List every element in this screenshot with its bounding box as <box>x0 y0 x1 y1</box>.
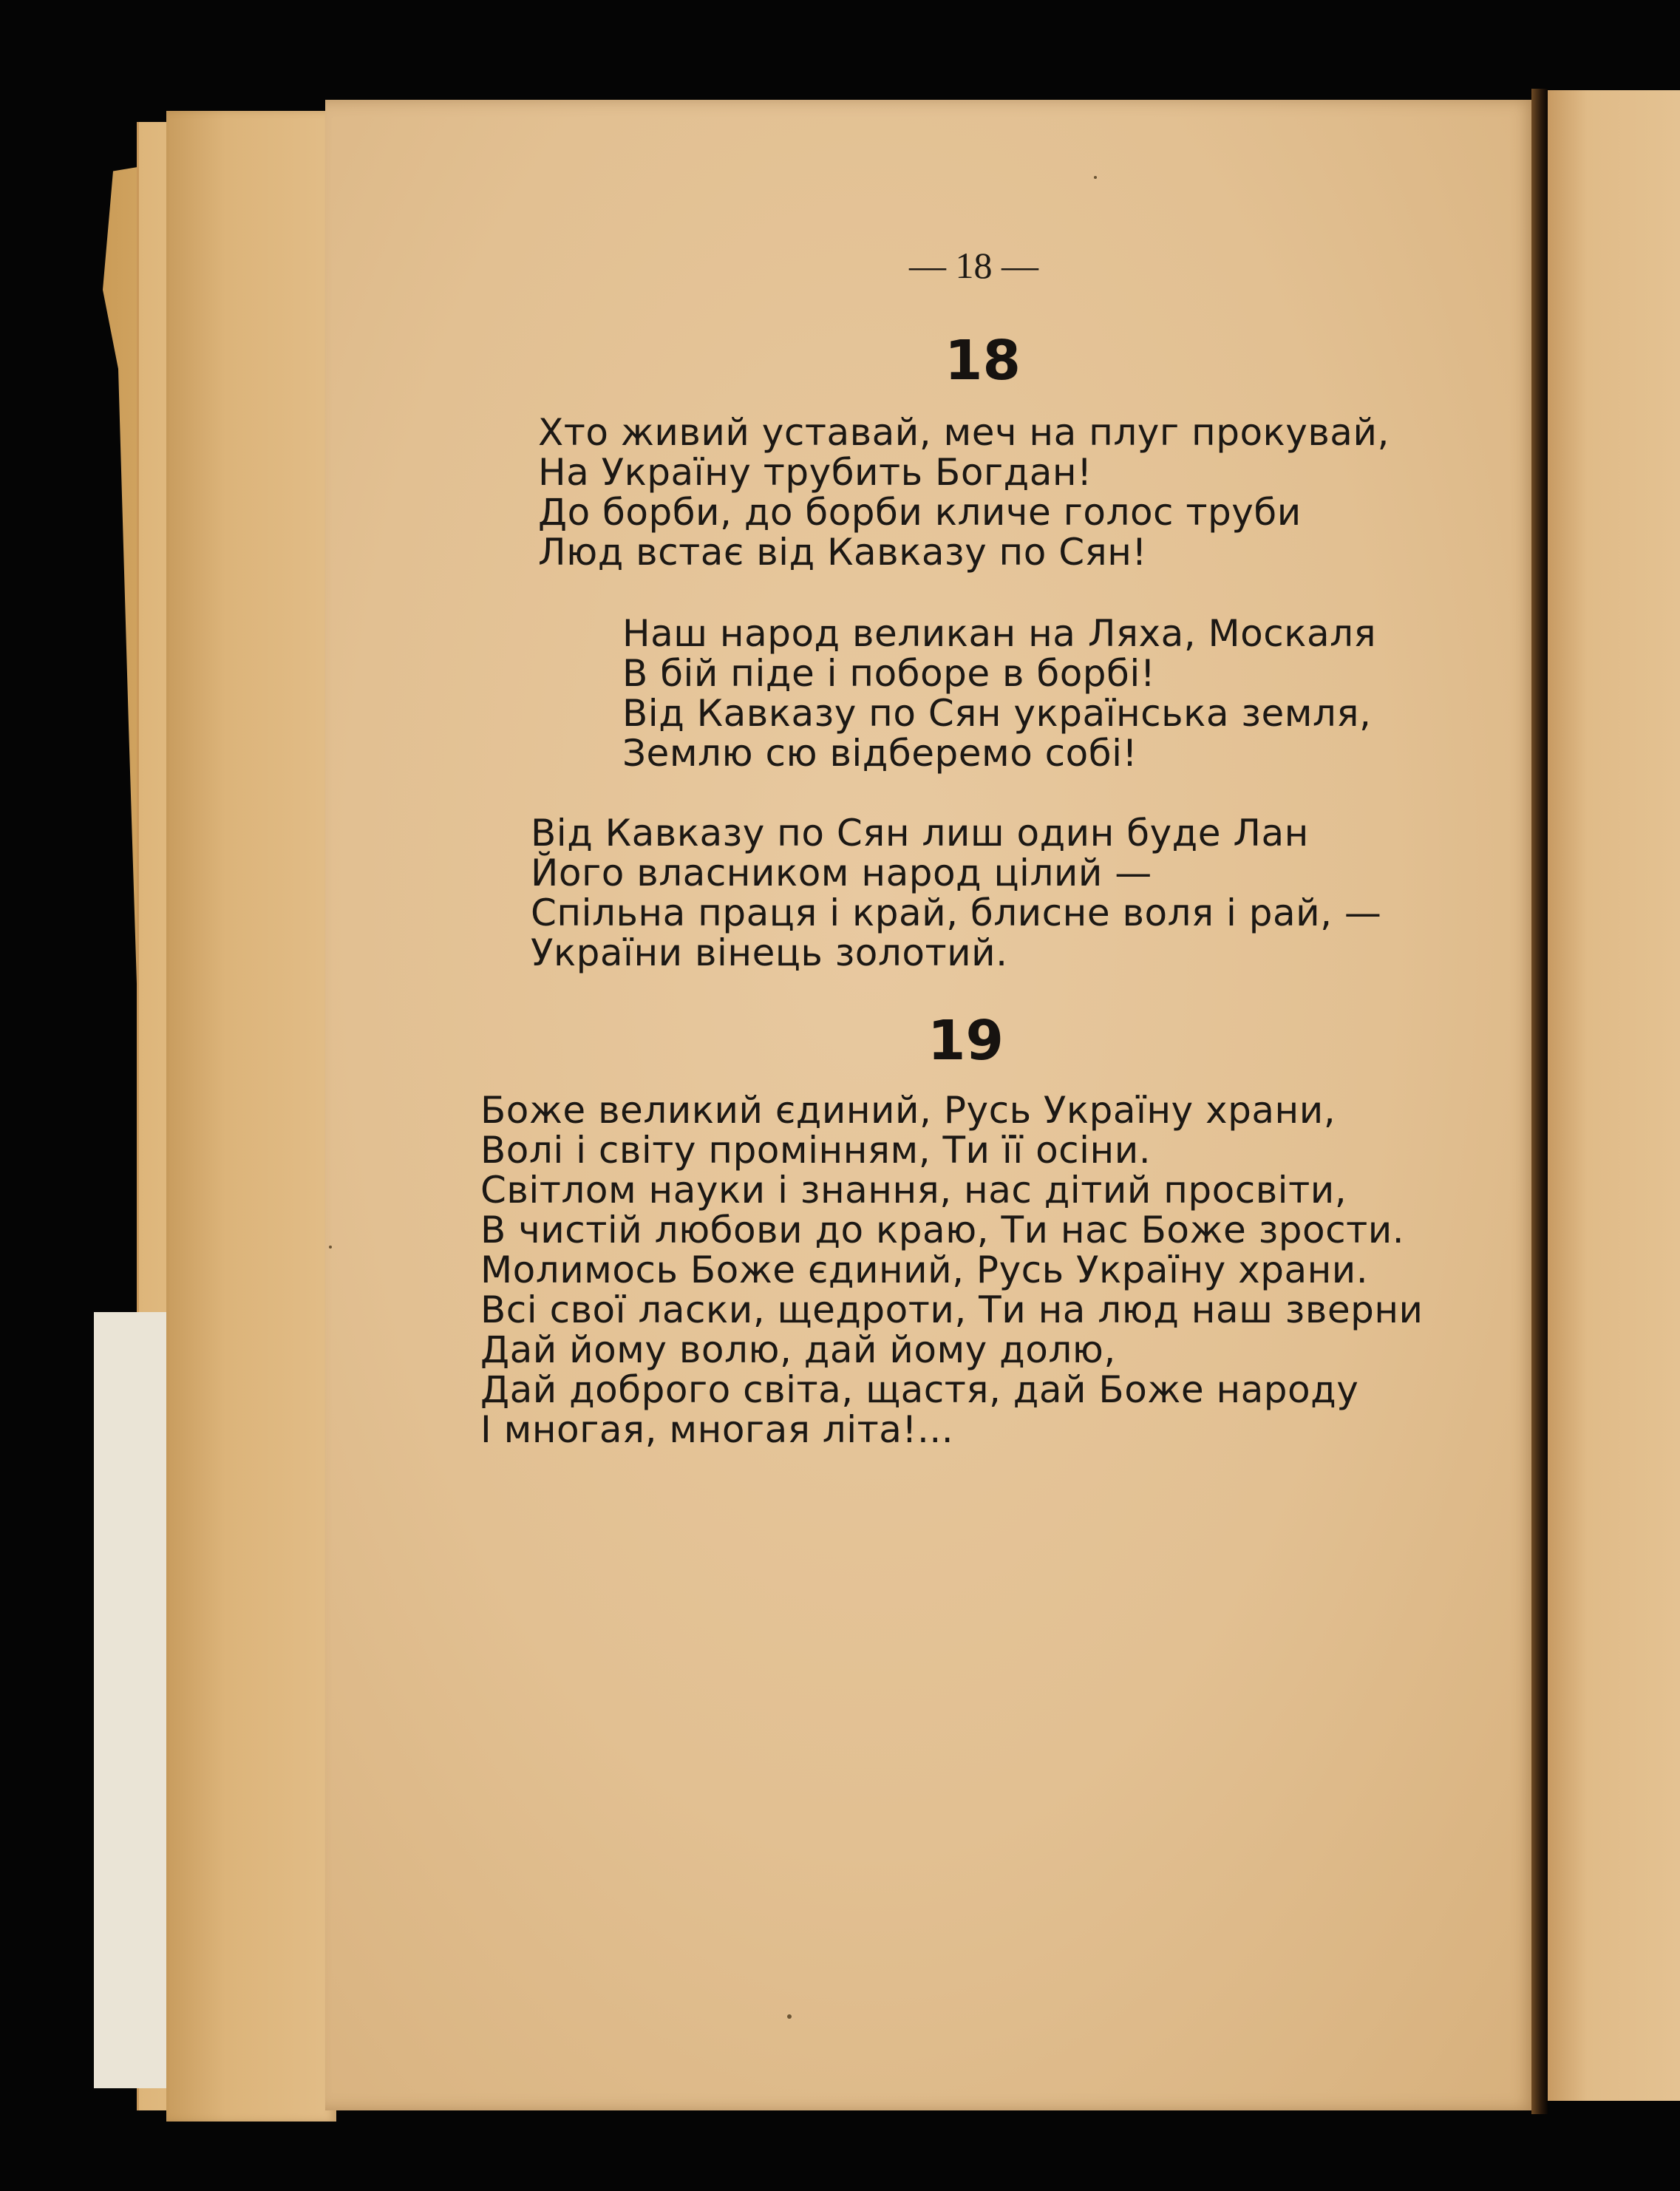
verse-line: До борби, до борби кличе голос труби <box>538 491 1302 534</box>
facing-page-edge <box>1548 90 1680 2101</box>
verse-line: В бій піде і поборе в борбі! <box>622 652 1156 695</box>
verse-line: Наш народ великан на Ляха, Москаля <box>622 612 1377 655</box>
paper-speck <box>787 2014 792 2019</box>
verse-line: Молимось Боже єдиний, Русь Україну храни. <box>480 1249 1369 1291</box>
verse-line: Землю сю відберемо собі! <box>622 732 1138 775</box>
page-edge <box>166 111 336 2122</box>
verse-line: Боже великий єдиний, Русь Україну храни, <box>480 1089 1336 1132</box>
verse-line: В чистій любови до краю, Ти нас Боже зрости. <box>480 1209 1405 1251</box>
verse-line: Від Кавказу по Сян українська земля, <box>622 692 1372 735</box>
book-gutter <box>1531 89 1548 2114</box>
song-number-18: 18 <box>945 329 1021 393</box>
song-18-stanza-1 <box>538 412 1390 572</box>
page-number: — 18 — <box>909 245 1038 286</box>
verse-line: Дай доброго світа, щастя, дай Боже народу <box>480 1368 1359 1411</box>
song-19-stanza-1 <box>480 1090 1424 1450</box>
verse-line: Його власником народ цілий — <box>531 852 1152 894</box>
verse-line: Люд встає від Кавказу по Сян! <box>538 531 1147 574</box>
verse-line: Від Кавказу по Сян лиш один буде Лан <box>531 812 1309 855</box>
song-18-stanza-2 <box>622 614 1376 773</box>
verse-line: Дай йому волю, дай йому долю, <box>480 1328 1116 1371</box>
verse-line: На Україну трубить Богдан! <box>538 451 1092 494</box>
paper-speck <box>1094 176 1097 179</box>
song-18-stanza-3 <box>531 813 1381 973</box>
verse-line: І многая, многая літа!... <box>480 1408 954 1451</box>
verse-line: Світлом науки і знання, нас дітий просвіти, <box>480 1169 1347 1212</box>
verse-line: Волі і світу промінням, Ти її осіни. <box>480 1129 1152 1172</box>
verse-line: України вінець золотий. <box>531 931 1008 974</box>
verse-line: Всі свої ласки, щедроти, Ти на люд наш зверни <box>480 1288 1424 1331</box>
verse-line: Хто живий уставай, меч на плуг прокувай, <box>538 411 1390 454</box>
song-number-19: 19 <box>928 1009 1004 1073</box>
paper-speck <box>329 1246 332 1249</box>
verse-line: Спільна праця і край, блисне воля і рай, — <box>531 891 1382 934</box>
